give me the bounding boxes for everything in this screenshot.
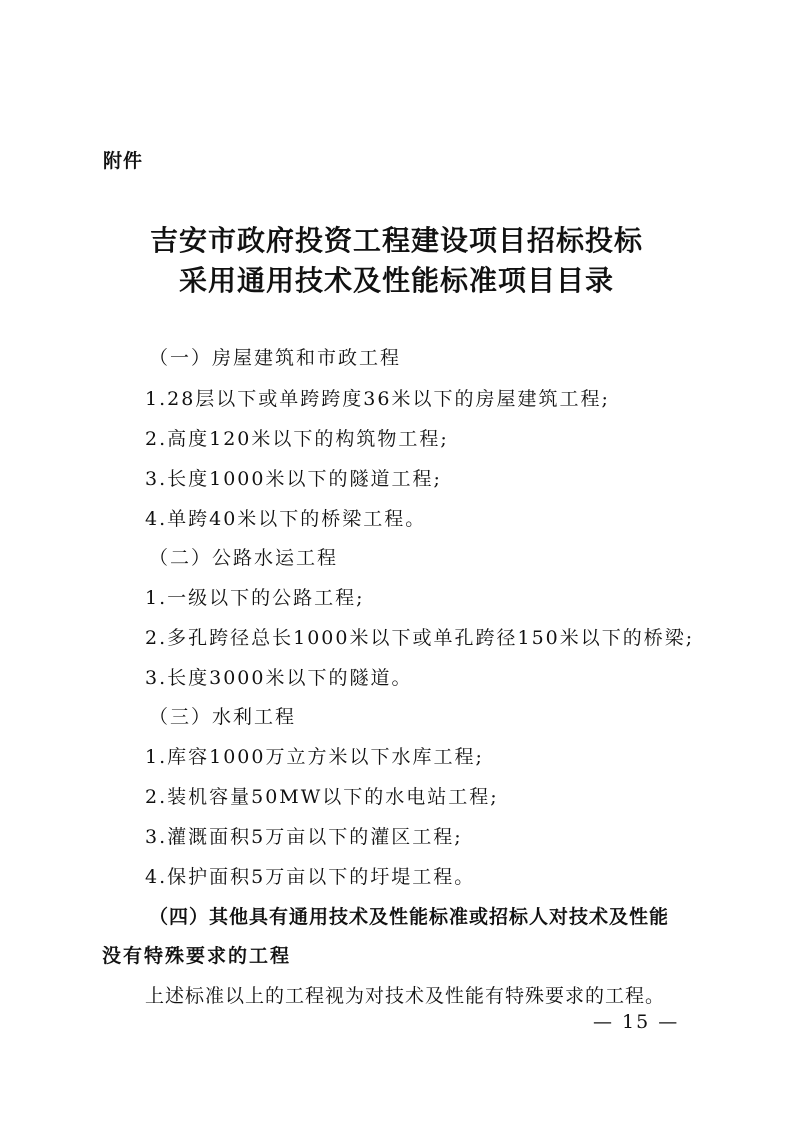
section-4-heading-line-1: （四）其他具有通用技术及性能标准或招标人对技术及性能 (149, 906, 670, 928)
annex-label: 附件 (103, 150, 144, 172)
section-1-item-3: 3.长度1000米以下的隧道工程; (145, 468, 442, 490)
closing-statement: 上述标准以上的工程视为对技术及性能有特殊要求的工程。 (145, 985, 666, 1007)
section-3-item-4: 4.保护面积5万亩以下的圩堤工程。 (145, 866, 476, 888)
section-3-item-3: 3.灌溉面积5万亩以下的灌区工程; (145, 826, 463, 848)
section-3-item-1: 1.库容1000万立方米以下水库工程; (145, 746, 484, 768)
section-2-item-2: 2.多孔跨径总长1000米以下或单孔跨径150米以下的桥梁; (145, 627, 695, 649)
section-1-item-4: 4.单跨40米以下的桥梁工程。 (145, 508, 427, 530)
page-number: — 15 — (593, 1011, 680, 1033)
section-3-heading: （三）水利工程 (149, 706, 297, 728)
section-1-item-1: 1.28层以下或单跨跨度36米以下的房屋建筑工程; (145, 388, 610, 410)
document-title-line-2: 采用通用技术及性能标准项目目录 (178, 264, 614, 297)
section-2-item-3: 3.长度3000米以下的隧道。 (145, 667, 413, 689)
document-title-line-1: 吉安市政府投资工程建设项目招标投标 (149, 224, 643, 257)
section-4-heading-line-2: 没有特殊要求的工程 (102, 945, 292, 967)
section-3-item-2: 2.装机容量50MW以下的水电站工程; (145, 786, 499, 808)
section-1-item-2: 2.高度120米以下的构筑物工程; (145, 428, 449, 450)
section-2-heading: （二）公路水运工程 (149, 547, 339, 569)
section-1-heading: （一）房屋建筑和市政工程 (149, 347, 402, 369)
section-2-item-1: 1.一级以下的公路工程; (145, 587, 365, 609)
